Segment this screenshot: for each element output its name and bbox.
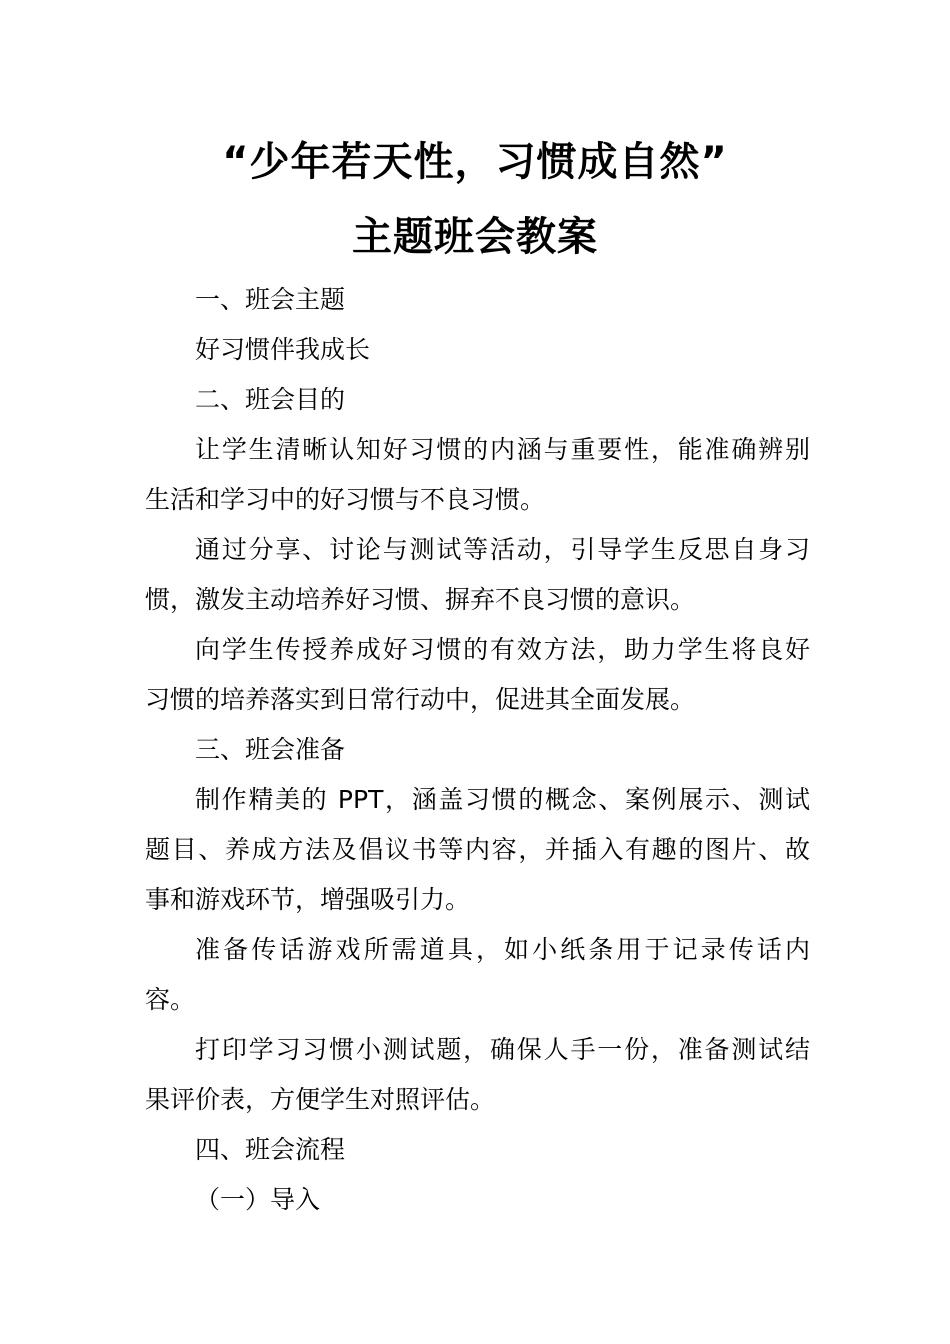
- paragraph-line: 果评价表，方便学生对照评估。: [145, 1085, 496, 1114]
- paragraph-line: 事和游戏环节，增强吸引力。: [145, 885, 471, 914]
- paragraph-line: 准备传话游戏所需道具，如小纸条用于记录传话内: [195, 935, 810, 964]
- paragraph-line: 四、班会流程: [195, 1135, 346, 1164]
- paragraph-line: 让学生清晰认知好习惯的内涵与重要性，能准确辨别: [195, 435, 810, 464]
- paragraph-line: 通过分享、讨论与测试等活动，引导学生反思自身习: [195, 535, 810, 564]
- paragraph-line: 制作精美的 PPT，涵盖习惯的概念、案例展示、测试: [195, 785, 810, 814]
- paragraph-line: 惯，激发主动培养好习惯、摒弃不良习惯的意识。: [145, 585, 696, 614]
- paragraph-line: 容。: [145, 985, 196, 1014]
- paragraph-line: 打印学习习惯小测试题，确保人手一份，准备测试结: [195, 1035, 810, 1064]
- document-title-line-1: “少年若天性，习惯成自然”: [222, 139, 728, 185]
- paragraph-line: 习惯的培养落实到日常行动中，促进其全面发展。: [145, 685, 696, 714]
- paragraph-line: 三、班会准备: [195, 735, 346, 764]
- paragraph-line: 生活和学习中的好习惯与不良习惯。: [145, 485, 546, 514]
- paragraph-line: 题目、养成方法及倡议书等内容，并插入有趣的图片、故: [145, 835, 810, 864]
- paragraph-line: 二、班会目的: [195, 385, 346, 414]
- paragraph-line: 好习惯伴我成长: [195, 335, 371, 364]
- document-body: [145, 275, 810, 1225]
- paragraph-line: （一）导入: [195, 1185, 321, 1214]
- paragraph-line: 向学生传授养成好习惯的有效方法，助力学生将良好: [195, 635, 810, 664]
- paragraph-line: 一、班会主题: [195, 285, 346, 314]
- document-title-line-2: 主题班会教案: [352, 214, 598, 260]
